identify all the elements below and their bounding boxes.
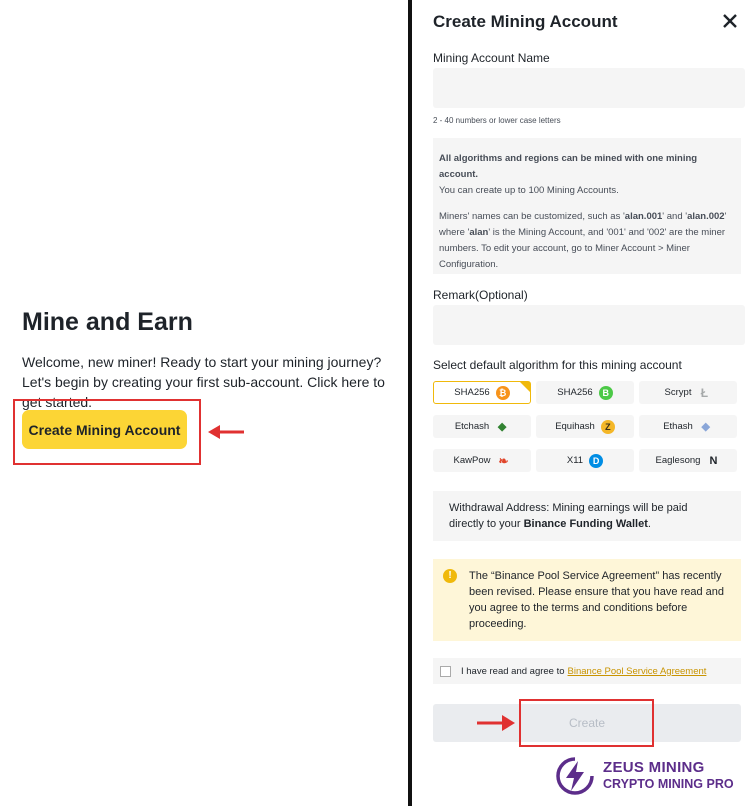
algo-option-sha256-btc[interactable] xyxy=(433,381,531,404)
agree-text: I have read and agree to xyxy=(461,665,565,677)
account-name-hint: 2 - 40 numbers or lower case letters xyxy=(433,116,561,125)
ethereum-icon: ◆ xyxy=(701,420,711,433)
algo-name: X11 xyxy=(566,455,584,466)
watermark-brand xyxy=(555,756,745,796)
close-icon[interactable] xyxy=(722,13,738,29)
algo-option-etchash[interactable] xyxy=(433,415,531,438)
algo-name: Ethash xyxy=(663,421,693,432)
withdrawal-info-box: Withdrawal Address: Mining earnings will be paid directly to your Binance Funding Wallet. xyxy=(433,491,741,541)
agreement-row xyxy=(433,658,741,684)
warning-icon: ! xyxy=(443,569,457,583)
algo-option-kawpow[interactable] xyxy=(433,449,531,472)
info-line1: All algorithms and regions can be mined with one mining account. xyxy=(439,153,698,180)
create-mining-account-button[interactable]: Create Mining Account xyxy=(22,410,187,449)
litecoin-icon: Ł xyxy=(700,385,709,400)
warning-text: The “Binance Pool Service Agreement” has recently been revised. Please ensure that you have read and you agree to the terms and conditions before proceeding. xyxy=(469,570,725,630)
red-arrow-left-icon xyxy=(206,422,246,442)
bitcoin-icon: ₿ xyxy=(496,386,510,400)
brand-tagline: CRYPTO MINING PRO xyxy=(603,777,734,791)
algo-option-sha256-bch[interactable] xyxy=(536,381,634,404)
algo-name: KawPow xyxy=(453,455,491,466)
dash-icon: D xyxy=(589,454,603,468)
page-title: Mine and Earn xyxy=(22,308,193,336)
lightning-logo-icon xyxy=(555,756,595,796)
account-name-label: Mining Account Name xyxy=(433,51,550,65)
welcome-description: Welcome, new miner! Ready to start your mining journey? Let's begin by creating your first sub-account. Click here to get started. xyxy=(22,354,385,410)
algorithm-label: Select default algorithm for this mining account xyxy=(433,358,682,372)
nervos-icon: N xyxy=(709,454,718,467)
brand-name: ZEUS MINING xyxy=(603,759,705,776)
info-line2: You can create up to 100 Mining Accounts. xyxy=(439,185,619,196)
create-account-modal xyxy=(412,0,750,806)
algo-name: Etchash xyxy=(454,421,490,432)
zcash-icon: Z xyxy=(601,420,615,434)
agree-checkbox[interactable] xyxy=(440,666,451,677)
algo-option-equihash[interactable] xyxy=(536,415,634,438)
account-info-box xyxy=(433,138,741,274)
highlight-annotation-box xyxy=(519,699,654,747)
agreement-warning-box xyxy=(433,559,741,641)
create-button[interactable]: Create xyxy=(433,704,741,742)
red-arrow-right-icon xyxy=(475,712,517,734)
info-paragraph2: Miners' names can be customized, such as 'alan.001' and 'alan.002' where 'alan' is the Mining Account, and '001' and '002' are the miner numbers. To edit your account, go to Miner Account > Miner Configuration. xyxy=(439,211,727,270)
algo-name: Scrypt xyxy=(664,387,692,398)
modal-title: Create Mining Account xyxy=(433,12,618,31)
algo-name: SHA256 xyxy=(454,387,490,398)
algo-name: SHA256 xyxy=(557,387,593,398)
algo-option-scrypt[interactable] xyxy=(639,381,737,404)
service-agreement-link[interactable]: Binance Pool Service Agreement xyxy=(567,665,707,677)
ethereum-classic-icon: ◆ xyxy=(497,420,507,433)
account-name-input[interactable] xyxy=(433,68,745,108)
remark-label: Remark(Optional) xyxy=(433,288,528,302)
algo-option-x11[interactable] xyxy=(536,449,634,472)
remark-input[interactable] xyxy=(433,305,745,345)
ravencoin-icon: ❧ xyxy=(498,453,509,468)
algo-name: Equihash xyxy=(555,421,595,432)
selected-corner-mark xyxy=(520,382,530,392)
algo-option-eaglesong[interactable] xyxy=(639,449,737,472)
algo-option-ethash[interactable] xyxy=(639,415,737,438)
algo-name: Eaglesong xyxy=(655,455,701,466)
bitcoin-cash-icon: B xyxy=(599,386,613,400)
